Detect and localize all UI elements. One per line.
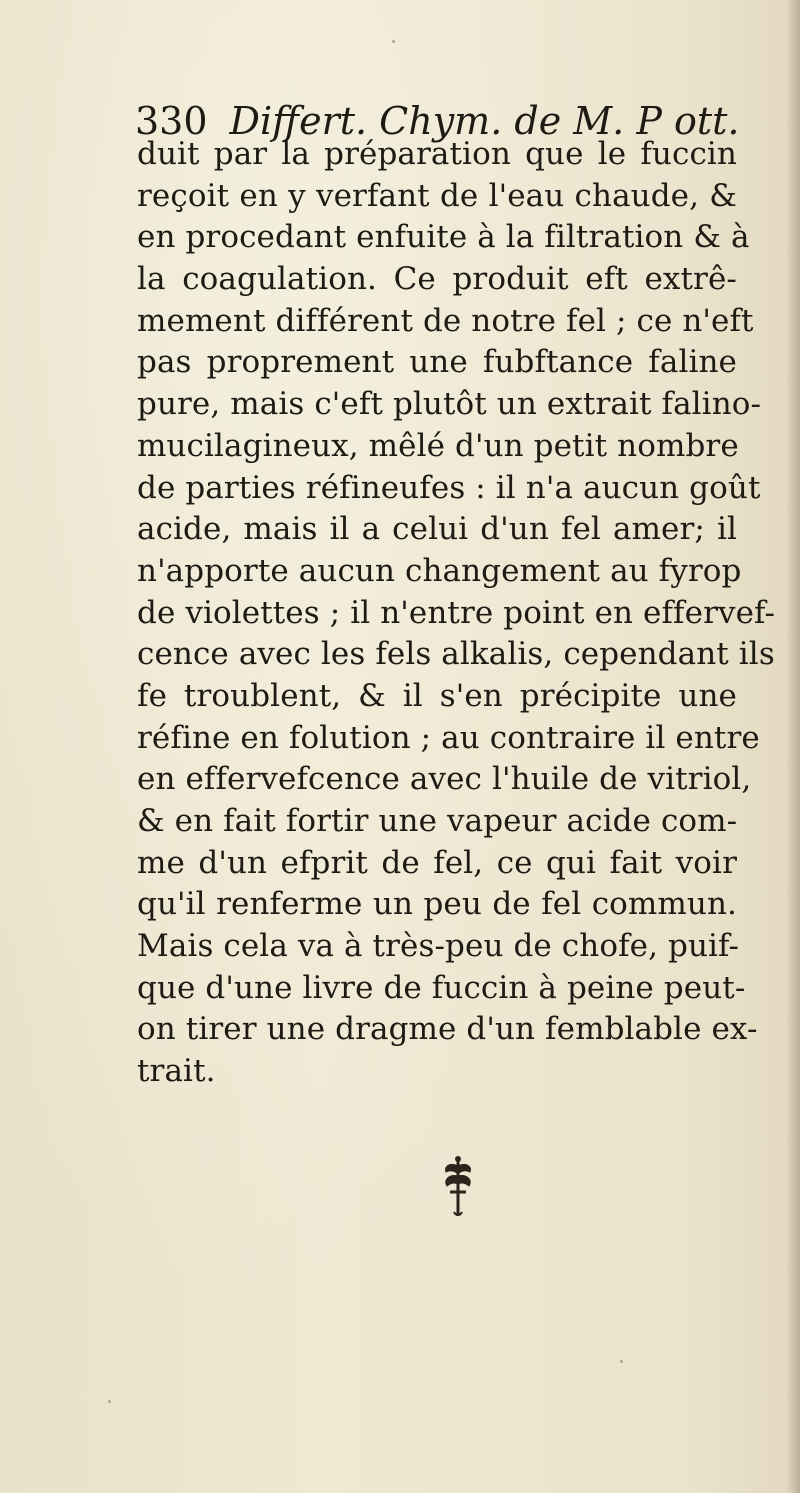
fleuron-icon	[440, 1156, 476, 1218]
body-text	[137, 134, 776, 1093]
text-line: acide, mais il a celui d'un fel amer; il	[137, 511, 737, 548]
text-line: pure, mais c'eft plutôt un extrait falino-	[137, 386, 762, 423]
text-line: que d'une livre de fuccin à peine peut-	[137, 969, 746, 1006]
text-line: me d'un efprit de fel, ce qui fait voir	[137, 844, 737, 881]
text-line: de parties réfineufes : il n'a aucun goût	[137, 469, 761, 506]
text-line: pas proprement une fubftance faline	[137, 344, 737, 381]
text-line: & en fait fortir une vapeur acide com-	[137, 803, 738, 839]
text-line: reçoit en y verfant de l'eau chaude, &	[137, 177, 737, 214]
text-line: n'apporte aucun changement au fyrop	[137, 552, 742, 589]
text-line: en procedant enfuite à la filtration & à	[137, 219, 750, 256]
running-head: Differt. Chym. de M. P ott.	[229, 99, 740, 143]
paper-speck	[108, 1400, 111, 1403]
text-line: réfine en folution ; au contraire il entre	[137, 719, 760, 756]
text-line: trait.	[137, 1053, 216, 1090]
text-line: duit par la préparation que le fuccin	[137, 136, 737, 172]
text-line: la coagulation. Ce produit eft extrê-	[137, 261, 737, 298]
text-line: qu'il renferme un peu de fel commun.	[137, 886, 737, 923]
text-line: mement différent de notre fel ; ce n'eft	[137, 302, 754, 339]
text-line: cence avec les fels alkalis, cependant ils	[137, 636, 775, 673]
text-line: fe troublent, & il s'en précipite une	[137, 677, 737, 714]
text-line: mucilagineux, mêlé d'un petit nombre	[137, 427, 739, 464]
text-line: on tirer une dragme d'un femblable ex-	[137, 1011, 758, 1048]
text-line: de violettes ; il n'entre point en effervef-	[137, 594, 776, 631]
paper-speck	[620, 1360, 623, 1363]
page-number: 330	[135, 99, 208, 143]
page-edge-shadow	[786, 0, 800, 1493]
text-line: Mais cela va à très-peu de chofe, puif-	[137, 928, 740, 965]
paper-speck	[392, 40, 395, 43]
text-line: en effervefcence avec l'huile de vitriol,	[137, 761, 752, 798]
